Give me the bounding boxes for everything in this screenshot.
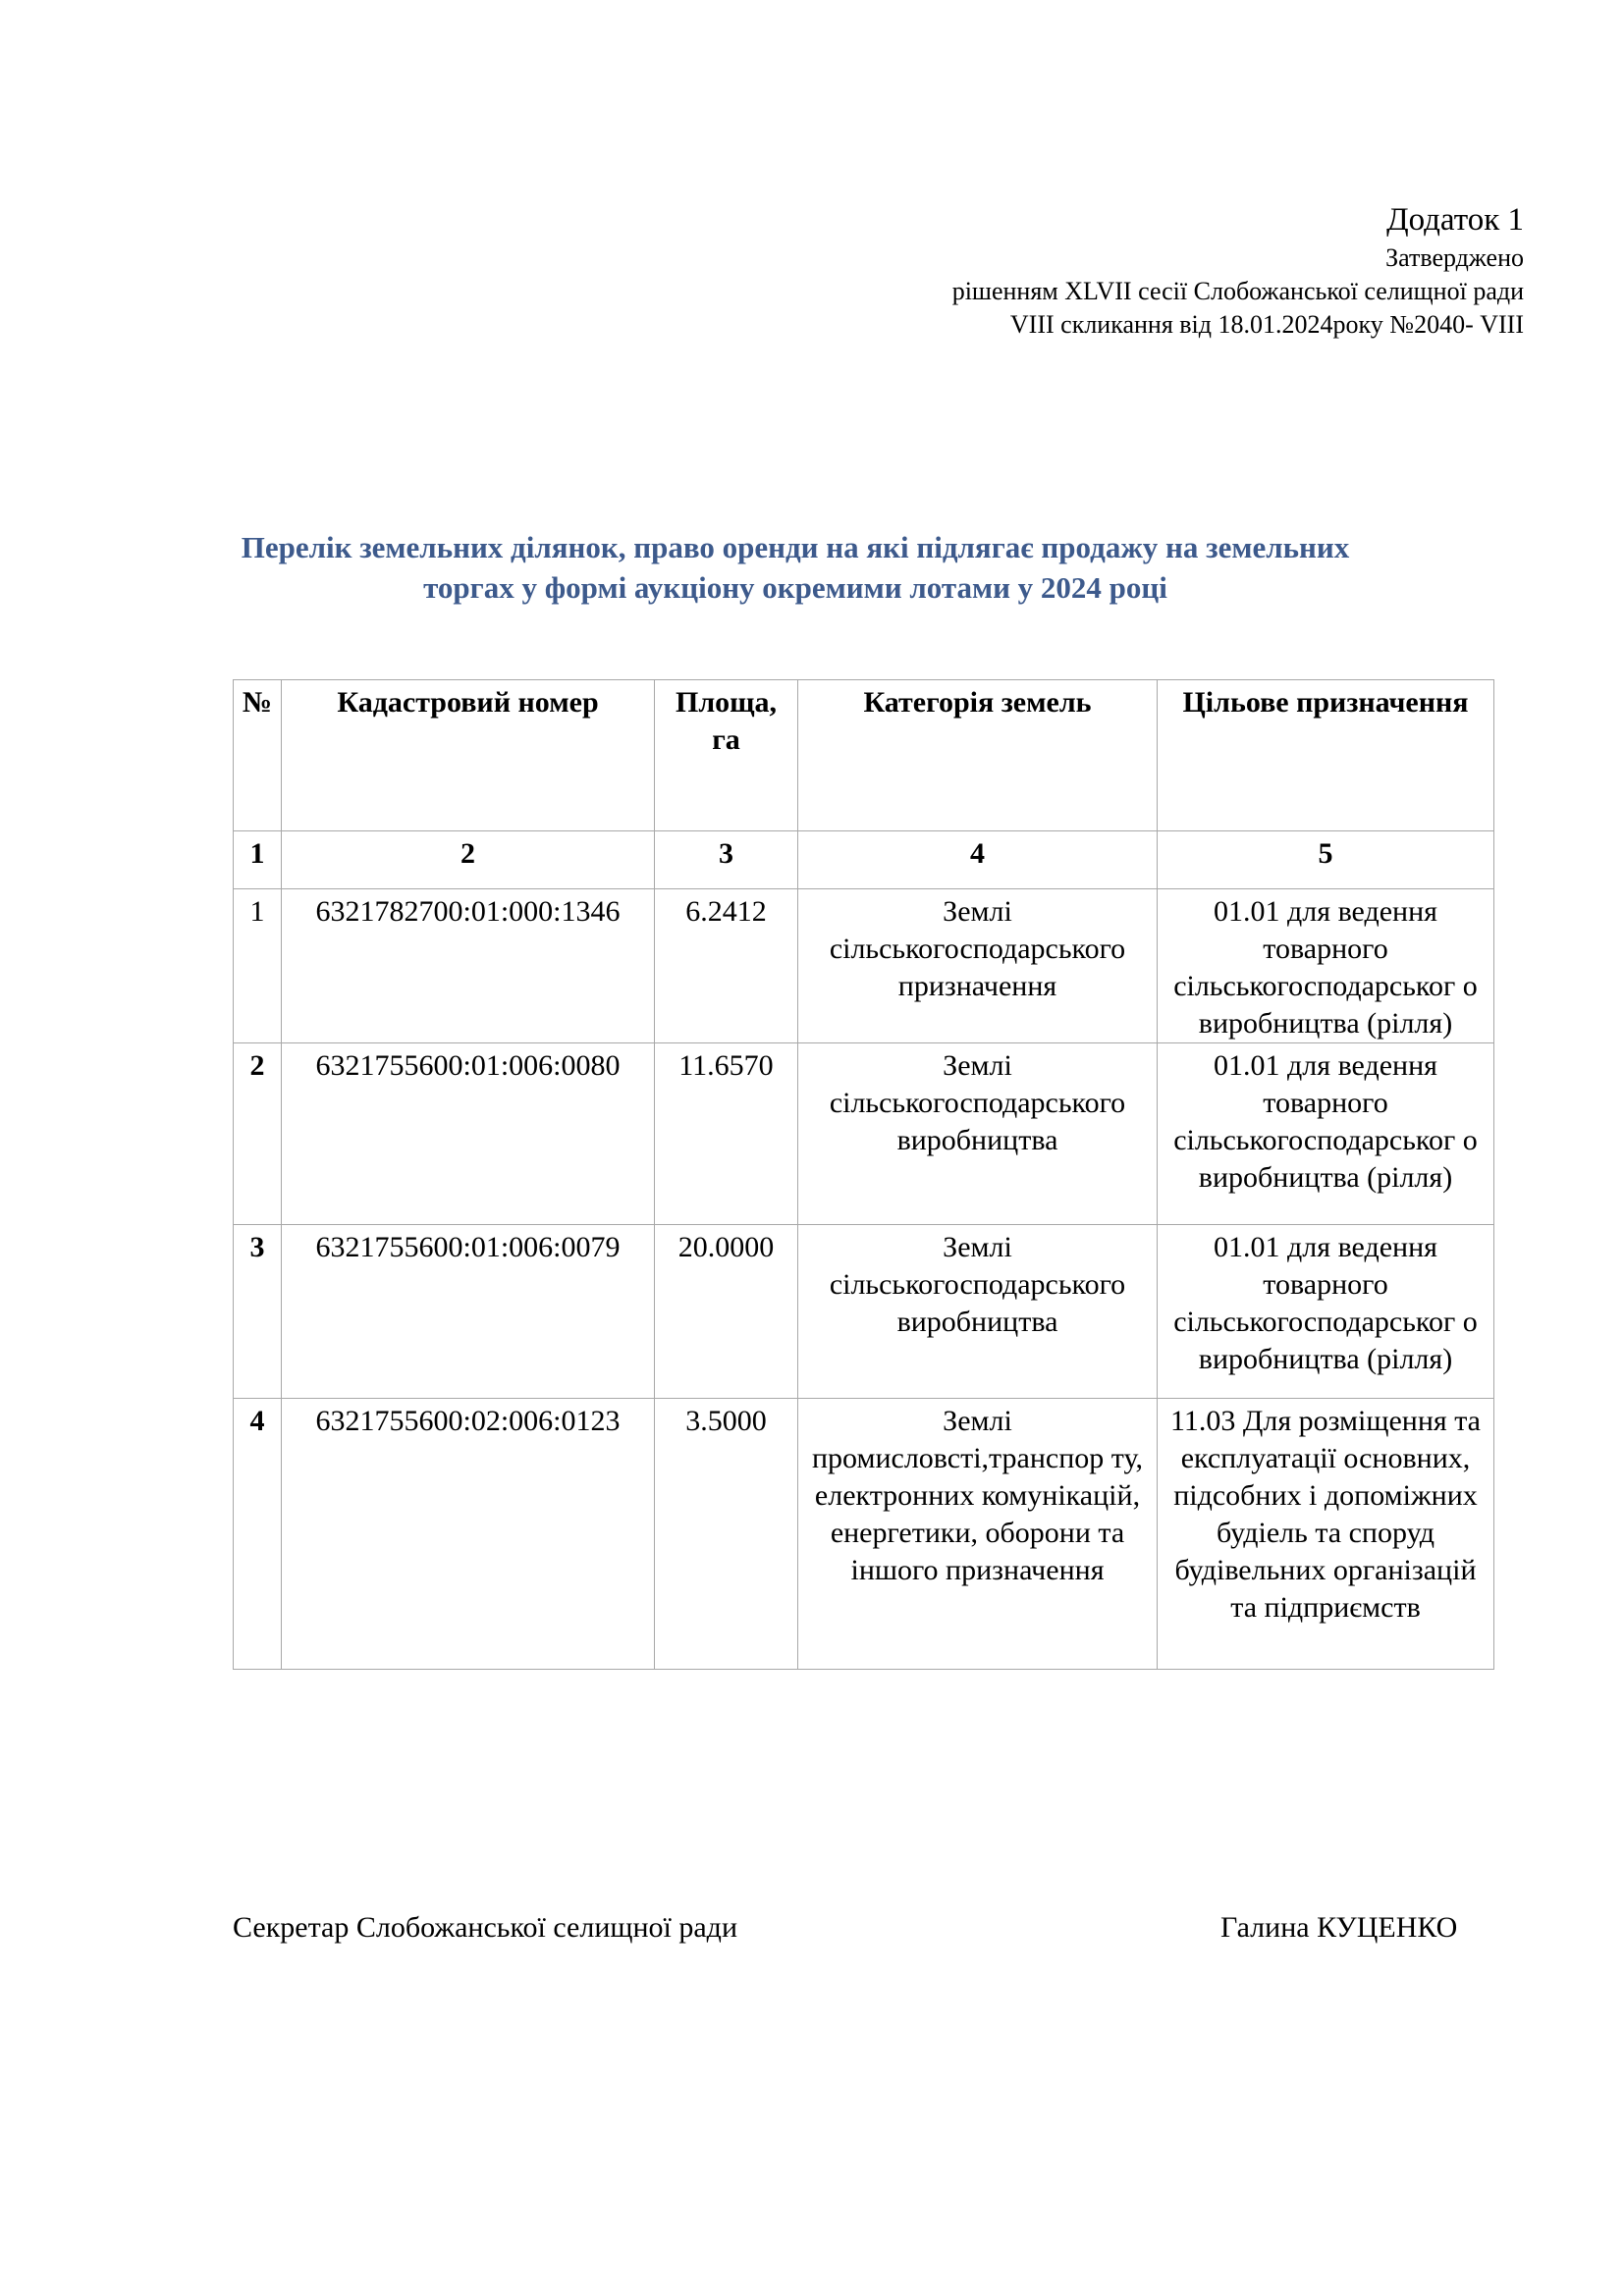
column-number: 3 [655,831,798,889]
column-number: 2 [282,831,655,889]
title-line-2: торгах у формі аукціону окремими лотами у 2024 році [423,570,1167,605]
land-category: Землі промисловсті,транспор ту, електронних комунікацій, енергетики, оборони та іншого призначення [798,1399,1158,1670]
area-value: 11.6570 [655,1043,798,1225]
header-area: Площа, га [655,680,798,831]
decision-line-2: VIII скликання від 18.01.2024року №2040- VIII [1009,310,1524,339]
row-number: 3 [234,1225,282,1399]
column-number: 4 [798,831,1158,889]
document-title [157,527,1434,608]
addendum-label: Додаток 1 [1386,202,1524,238]
land-category: Землі сільськогосподарського призначення [798,889,1158,1043]
decision-line-1: рішенням XLVII сесії Слобожанської селищної ради [951,277,1524,305]
area-value: 20.0000 [655,1225,798,1399]
purpose: 01.01 для ведення товарного сільськогосподарськог о виробництва (рілля) [1158,889,1494,1043]
row-number: 2 [234,1043,282,1225]
table-row [234,1225,1494,1399]
table-row [234,1399,1494,1670]
land-category: Землі сільськогосподарського виробництва [798,1225,1158,1399]
row-number: 1 [234,889,282,1043]
cadastral-number: 6321755600:01:006:0080 [282,1043,655,1225]
area-value: 3.5000 [655,1399,798,1670]
purpose: 01.01 для ведення товарного сільськогосподарськог о виробництва (рілля) [1158,1225,1494,1399]
table-header-row [234,680,1494,831]
header-number: № [234,680,282,831]
column-number: 1 [234,831,282,889]
signatory-name: Галина КУЦЕНКО [1220,1911,1458,1944]
cadastral-number: 6321782700:01:000:1346 [282,889,655,1043]
header-cadastral-number: Кадастровий номер [282,680,655,831]
signatory-position: Секретар Слобожанської селищної ради [233,1911,737,1944]
column-numbers-row [234,831,1494,889]
cadastral-number: 6321755600:02:006:0123 [282,1399,655,1670]
header-purpose: Цільове призначення [1158,680,1494,831]
header-land-category: Категорія земель [798,680,1158,831]
column-number: 5 [1158,831,1494,889]
cadastral-number: 6321755600:01:006:0079 [282,1225,655,1399]
land-category: Землі сільськогосподарського виробництва [798,1043,1158,1225]
purpose: 01.01 для ведення товарного сільськогосподарськог о виробництва (рілля) [1158,1043,1494,1225]
approved-label: Затверджено [1385,243,1524,272]
land-plots-table [233,679,1494,1670]
approval-header [952,198,1524,342]
table-row [234,1043,1494,1225]
purpose: 11.03 Для розміщення та експлуатації основних, підсобних і допоміжних будіель та споруд будівельних організацій та підприємств [1158,1399,1494,1670]
row-number: 4 [234,1399,282,1670]
table-row [234,889,1494,1043]
area-value: 6.2412 [655,889,798,1043]
title-line-1: Перелік земельних ділянок, право оренди на які підлягає продажу на земельних [241,530,1350,564]
